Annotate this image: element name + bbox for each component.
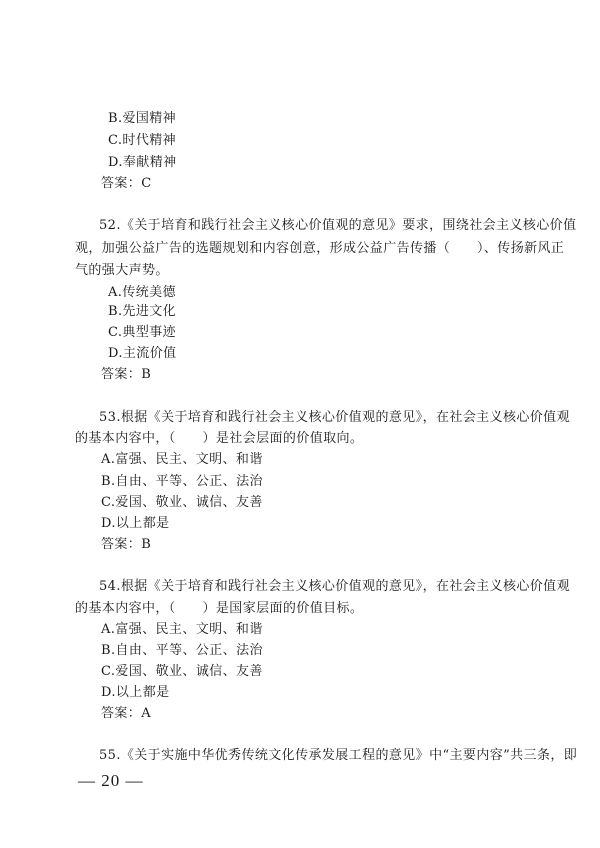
option-a: A.传统美德 [108,285,176,300]
option-c: C.时代精神 [108,133,177,148]
answer: 答案：A [101,706,151,721]
question-52-line-2: 观，加强公益广告的选题规划和内容创意，形成公益广告传播（ ）、传扬新风正 [75,241,565,256]
option-a: A.富强、民主、文明、和谐 [101,622,263,637]
option-d: D.以上都是 [101,516,170,531]
answer: 答案：C [101,176,152,191]
option-d: D.主流价值 [108,346,177,361]
option-b: B.爱国精神 [108,111,177,126]
option-c: C.爱国、敬业、诚信、友善 [101,664,263,679]
answer: 答案：B [101,537,152,552]
answer: 答案：B [101,367,152,382]
question-52-line-3: 气的强大声势。 [75,263,169,278]
page-number: — 20 — [78,771,144,790]
question-52-line-1: 52.《关于培育和践行社会主义核心价值观的意见》要求，围绕社会主义核心价值 [99,218,577,233]
question-54-line-2: 的基本内容中，（ ）是国家层面的价值目标。 [75,601,364,616]
option-c: C.爱国、敬业、诚信、友善 [101,495,263,510]
option-b: B.自由、平等、公正、法治 [101,643,263,658]
question-54-line-1: 54.根据《关于培育和践行社会主义核心价值观的意见》，在社会主义核心价值观 [99,579,570,594]
question-53-line-2: 的基本内容中，（ ）是社会层面的价值取向。 [75,431,364,446]
question-53-line-1: 53.根据《关于培育和践行社会主义核心价值观的意见》，在社会主义核心价值观 [99,410,570,425]
option-a: A.富强、民主、文明、和谐 [101,452,263,467]
option-d: D.以上都是 [101,685,170,700]
option-b: B.自由、平等、公正、法治 [101,474,263,489]
option-b: B.先进文化 [108,304,177,319]
option-c: C.典型事迹 [108,325,177,340]
question-55-line-1: 55.《关于实施中华优秀传统文化传承发展工程的意见》中“主要内容”共三条，即 [99,748,578,763]
option-d: D.奉献精神 [108,155,177,170]
